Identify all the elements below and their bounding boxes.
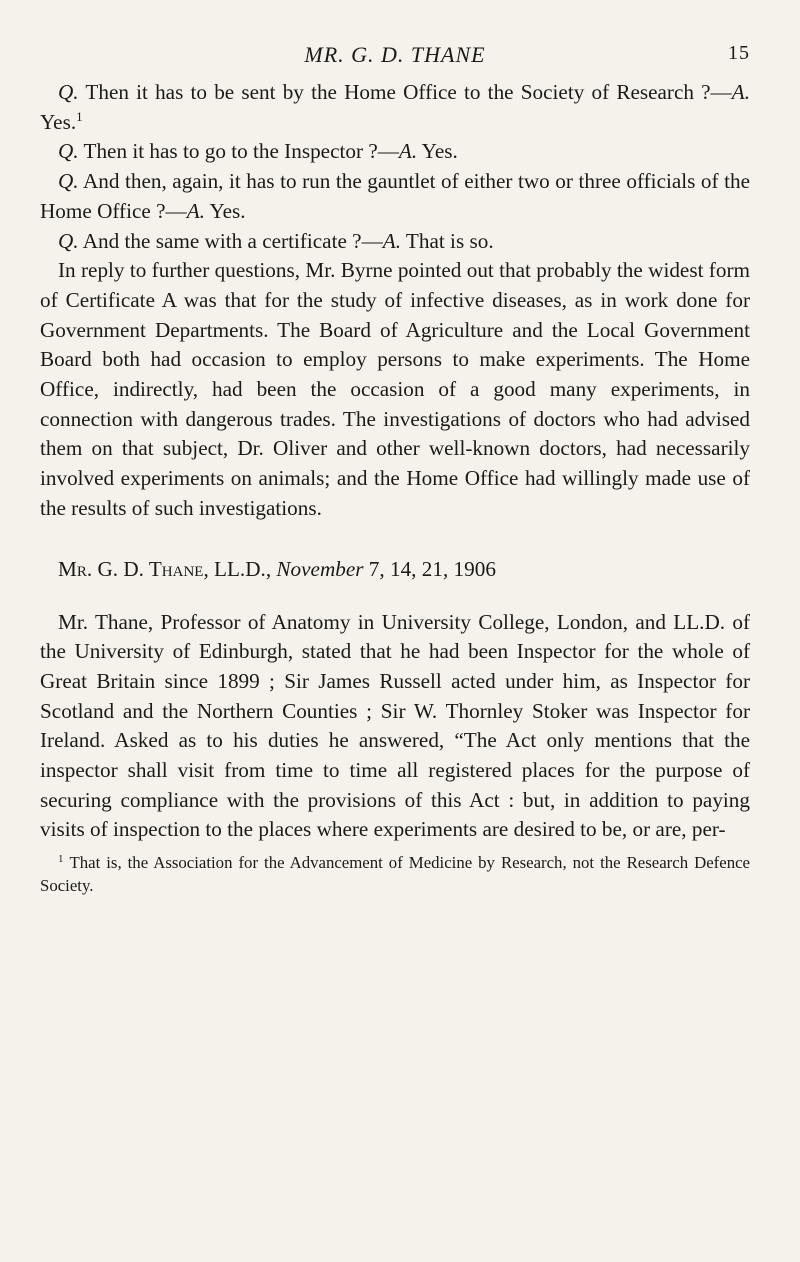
question-text: Then it has to go to the Inspector ?— (78, 139, 399, 164)
question-label: Q. (58, 169, 79, 194)
qa-line (40, 227, 750, 257)
heading-month: November (276, 556, 364, 581)
answer-text: Yes. (417, 139, 458, 164)
page-number: 15 (728, 42, 750, 64)
section-heading (40, 554, 750, 584)
answer-label: A. (186, 198, 205, 223)
question-label: Q. (58, 228, 79, 253)
footnote-mark: 1 (58, 852, 64, 865)
question-label: Q. (58, 80, 79, 104)
book-page (40, 0, 750, 1262)
paragraph-thane: Mr. Thane, Professor of Anatomy in University College, London, and LL.D. of the University of Edinburgh, stated that he had been Inspector for the whole of Great Britain since 1899 ; Sir James Russell acted under him, as Inspector for Scotland and the Northern Counties ; Sir W. Thornley Stoker was Inspector for Ireland. Asked as to his duties he answered, “The Act only mentions that the inspector shall visit from time to time all registered places for the purpose of securing compliance with the provisions of this Act : but, in addition to paying visits of inspection to the places where experiments are desired to be, or are, per- (40, 609, 750, 842)
paragraph-byrne: In reply to further questions, Mr. Byrne pointed out that probably the widest form of Certificate A was that for the study of infective diseases, as in work done for Government Departments. The Board of Agriculture and the Local Government Board both had occasion to employ persons to make experiments. The Home Office, indirectly, had been the occasion of a good many experiments, in connection with dangerous trades. The investigations of doctors who had advised them on that subject, Dr. Oliver and other well-known doctors, had necessarily involved experiments on animals; and the Home Office had willingly made use of the results of such investigations. (40, 258, 750, 520)
answer-text: That is so. (401, 228, 494, 253)
question-text: And the same with a certificate ?— (78, 228, 383, 253)
answer-text: Yes. (40, 109, 77, 134)
answer-label: A. (398, 139, 418, 164)
body-text (40, 78, 750, 845)
heading-name: Mr. G. D. Thane, LL.D., (58, 556, 272, 581)
answer-text: Yes. (204, 198, 246, 223)
question-text: And then, again, it has to run the gauntlet of either two or three officials of the Home Office ?— (40, 169, 750, 223)
footnote-reference: 1 (76, 108, 83, 124)
running-title: MR. G. D. THANE (304, 42, 486, 67)
running-head (40, 42, 750, 76)
qa-line (40, 78, 750, 137)
qa-line (40, 137, 750, 167)
footnote-text: That is, the Association for the Advancement of Medicine by Research, not the Research Defence Society. (40, 853, 750, 896)
answer-label: A. (382, 228, 402, 253)
qa-line (40, 167, 750, 226)
question-text: Then it has to be sent by the Home Office to the Society of Research ?— (78, 80, 732, 104)
heading-days: 7, 14, 21, 1906 (363, 556, 496, 581)
footnote (40, 851, 750, 897)
question-label: Q. (58, 139, 79, 164)
answer-label: A. (731, 80, 750, 104)
